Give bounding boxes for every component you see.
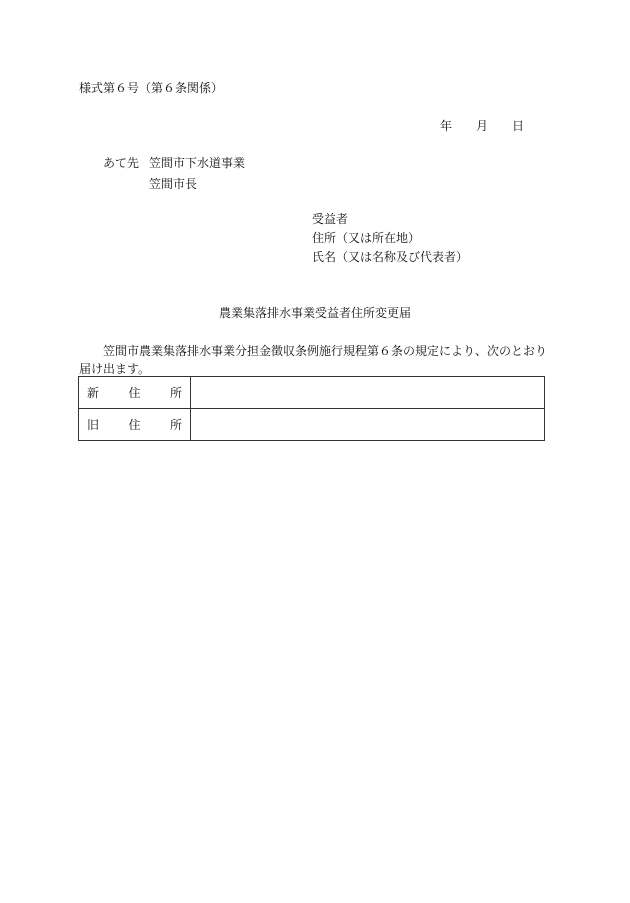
label-char: 住 bbox=[128, 418, 141, 432]
label-char: 旧 bbox=[87, 418, 100, 432]
new-address-label bbox=[79, 377, 191, 409]
date-month-label: 月 bbox=[476, 119, 489, 133]
addressee-label: あて先 bbox=[103, 156, 140, 170]
address-table bbox=[78, 376, 545, 441]
old-address-label bbox=[79, 409, 191, 441]
old-address-value[interactable] bbox=[191, 409, 545, 441]
table-row-new-address bbox=[79, 377, 545, 409]
body-text: 笠間市農業集落排水事業分担金徴収条例施行規程第６条の規定により、次のとおり届け出ます。 bbox=[79, 344, 548, 376]
date-line bbox=[440, 118, 524, 134]
date-day-label: 日 bbox=[512, 119, 525, 133]
form-number: 様式第６号（第６条関係） bbox=[79, 81, 224, 95]
applicant-title: 受益者 bbox=[312, 212, 349, 226]
addressee-organization: 笠間市下水道事業 bbox=[149, 156, 246, 170]
applicant-name-label: 氏名（又は名称及び代表者） bbox=[312, 250, 469, 264]
date-year-label: 年 bbox=[440, 119, 453, 133]
label-char: 所 bbox=[169, 386, 182, 400]
table-row-old-address bbox=[79, 409, 545, 441]
applicant-address-label: 住所（又は所在地） bbox=[312, 231, 421, 245]
label-char: 所 bbox=[169, 418, 182, 432]
addressee-mayor: 笠間市長 bbox=[149, 177, 198, 191]
document-title: 農業集落排水事業受益者住所変更届 bbox=[218, 306, 411, 320]
new-address-value[interactable] bbox=[191, 377, 545, 409]
label-char: 住 bbox=[128, 386, 141, 400]
label-char: 新 bbox=[87, 386, 100, 400]
